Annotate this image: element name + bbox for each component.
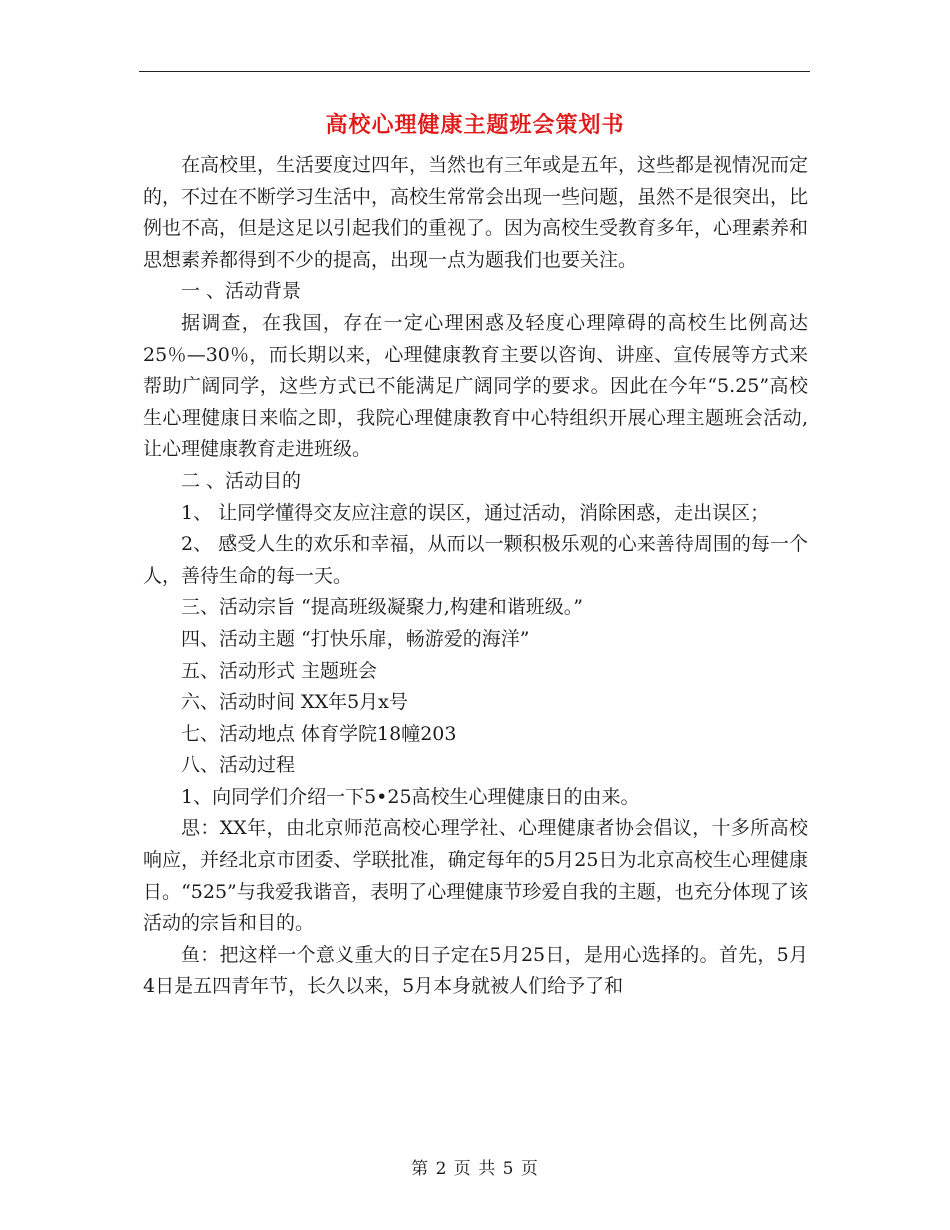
section-heading-process: 八、活动过程: [181, 754, 296, 777]
activity-tenet: 三、活动宗旨 “提高班级凝聚力,构建和谐班级。”: [181, 596, 584, 619]
activity-theme: 四、活动主题 “打快乐扉，畅游爱的海洋”: [181, 627, 530, 650]
background-paragraph: 据调查，在我国，存在一定心理困惑及轻度心理障碍的高校生比例高达25％—30％，而长期以来，心理健康教育主要以咨询、讲座、宣传展等方式来帮助广阔同学，这些方式已不能满足广阔同学的要求。因此在今年“5.25”高校生心理健康日来临之即，我院心理健康教育中心特组织开展心理主题班会活动,让心理健康教育走进班级。: [143, 311, 808, 461]
activity-location: 七、活动地点 体育学院18幢203: [181, 722, 457, 745]
process-step-1: 1、向同学们介绍一下5•25高校生心理健康日的由来。: [181, 785, 640, 808]
header-rule: [139, 71, 810, 72]
document-title: 高校心理健康主题班会策划书: [325, 112, 625, 138]
document-body: [143, 150, 808, 1003]
section-heading-background: 一 、活动背景: [181, 280, 302, 303]
purpose-item-2: 2、 感受人生的欢乐和幸福，从而以一颗积极乐观的心来善待周围的每一个人，善待生命的每一天。: [143, 533, 808, 587]
intro-paragraph: 在高校里，生活要度过四年，当然也有三年或是五年，这些都是视情况而定的，不过在不断学习生活中，高校生常常会出现一些问题，虽然不是很突出，比例也不高，但是这足以引起我们的重视了。因为高校生受教育多年，心理素养和思想素养都得到不少的提高，出现一点为题我们也要关注。: [143, 154, 809, 271]
dialogue-si: 思：XX年，由北京师范高校心理学社、心理健康者协会倡议，十多所高校响应，并经北京市团委、学联批准，确定每年的5月25日为北京高校生心理健康日。“525”与我爱我谐音，表明了心理健康节珍爱自我的主题，也充分体现了该活动的宗旨和目的。: [143, 817, 808, 935]
page-number-footer: 第 2 页 共 5 页: [411, 1159, 539, 1179]
purpose-item-1: 1、 让同学懂得交友应注意的误区，通过活动，消除困惑，走出误区；: [181, 501, 770, 524]
activity-time: 六、活动时间 XX年5月x号: [181, 691, 408, 714]
dialogue-yu: 鱼：把这样一个意义重大的日子定在5月25日，是用心选择的。首先，5月4日是五四青年节，长久以来，5月本身就被人们给予了和: [143, 943, 808, 998]
section-heading-purpose: 二 、活动目的: [181, 469, 302, 492]
activity-format: 五、活动形式 主题班会: [181, 659, 378, 682]
